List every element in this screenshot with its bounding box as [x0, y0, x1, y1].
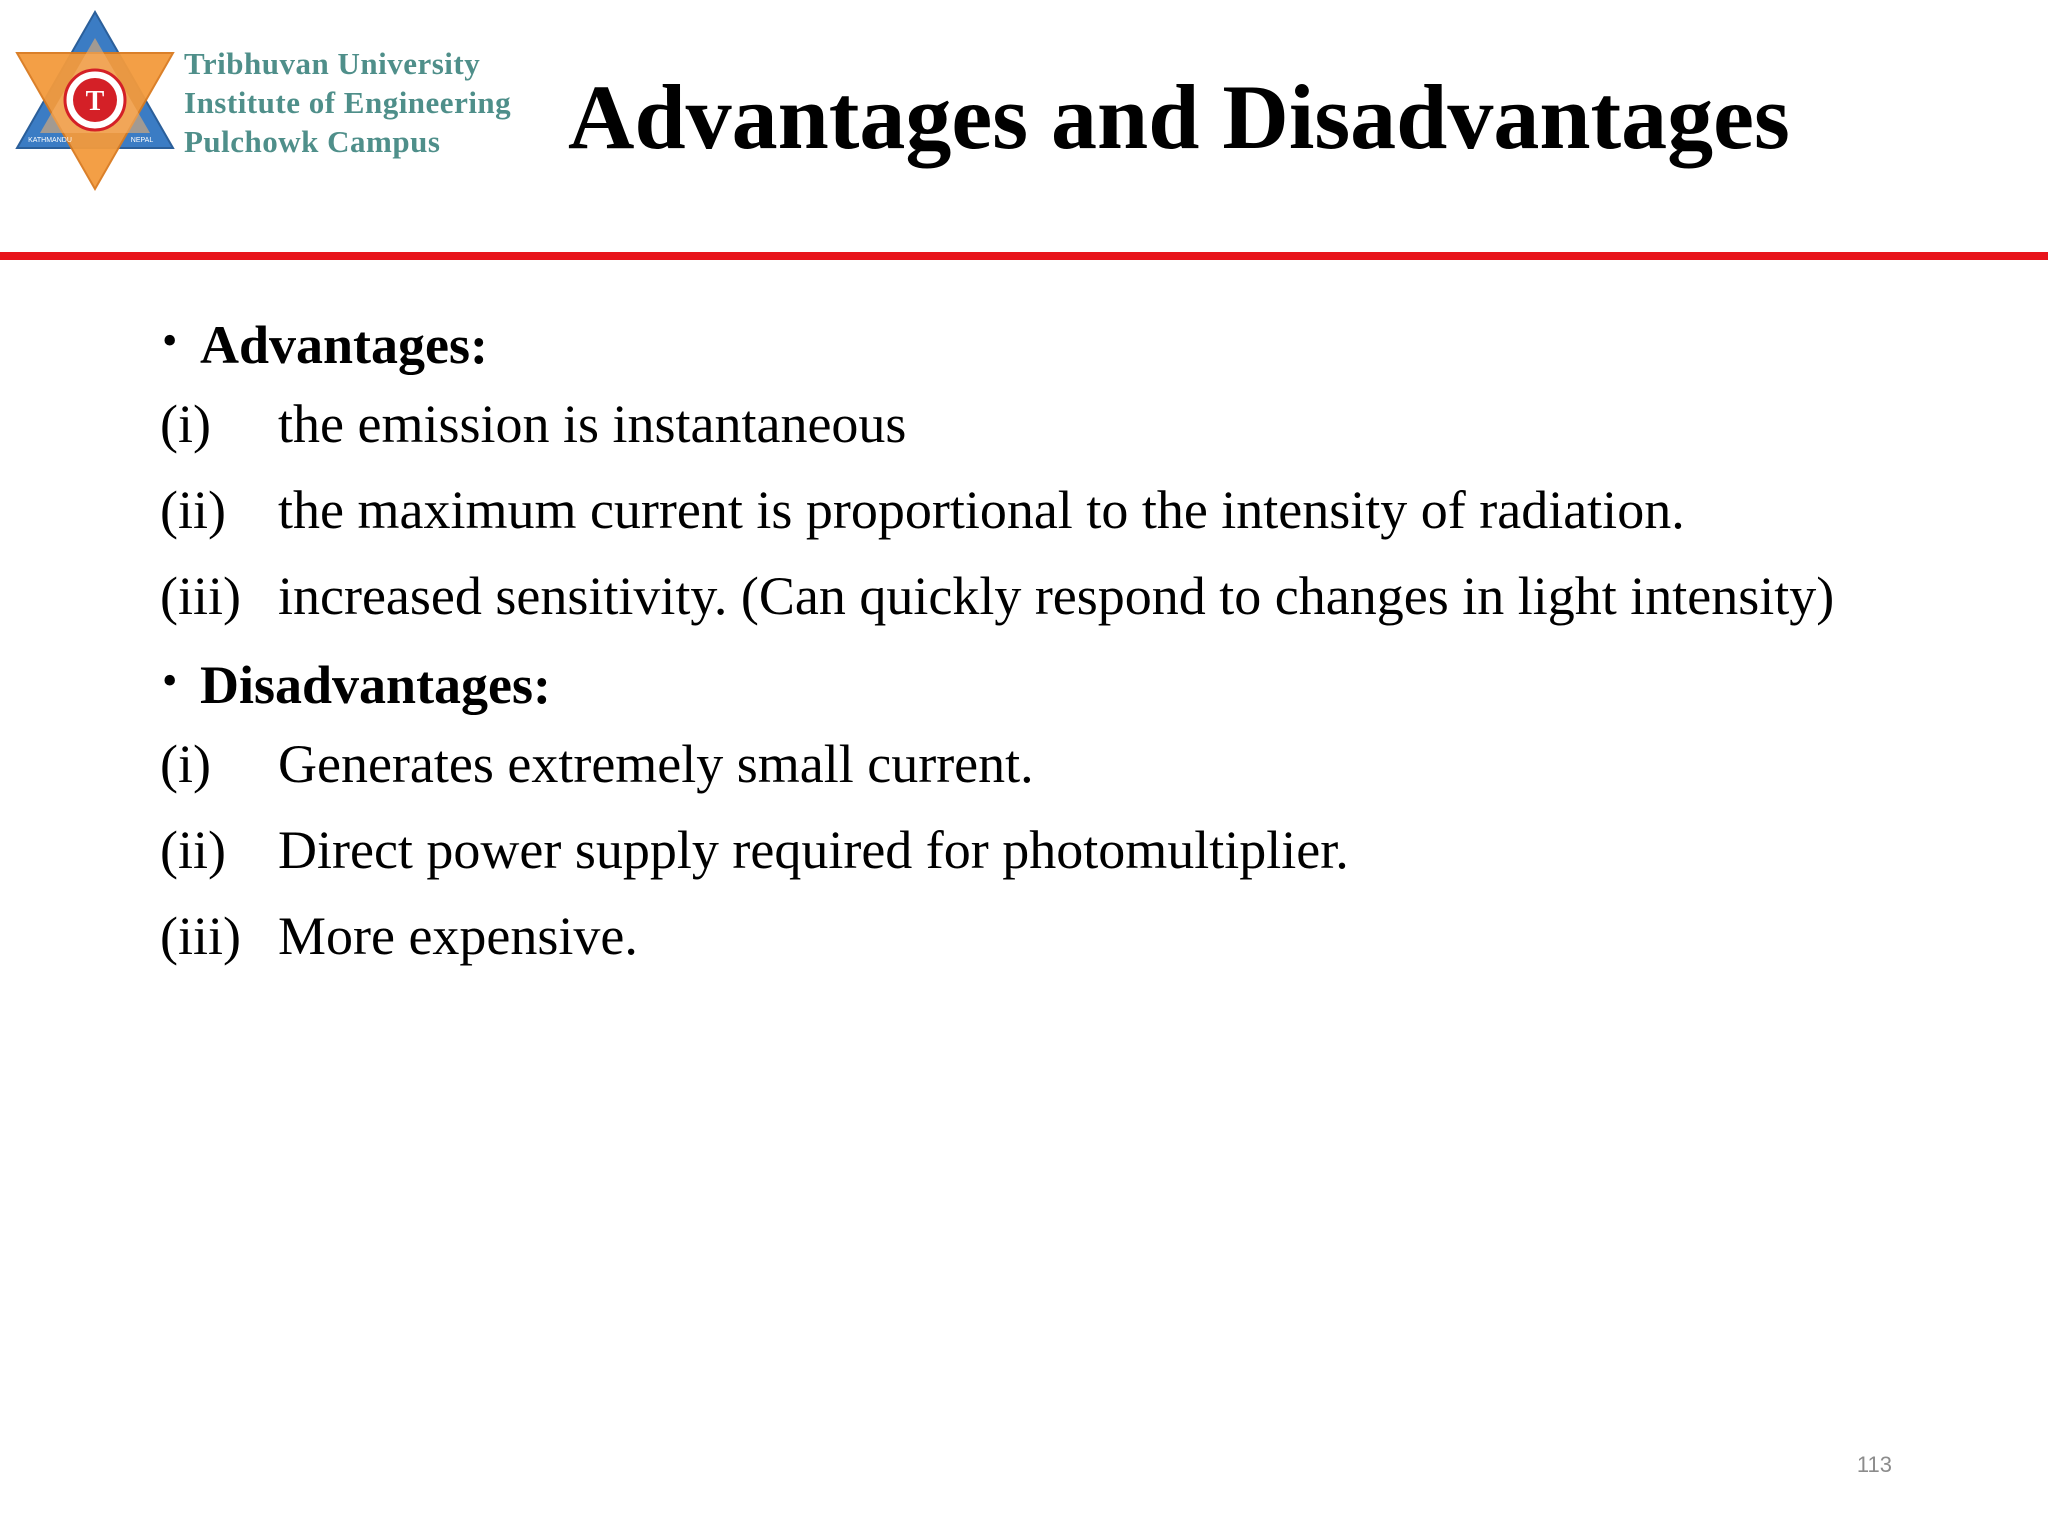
- slide-title: Advantages and Disadvantages: [568, 66, 1790, 168]
- institution-name: [184, 44, 604, 161]
- university-emblem-icon: [10, 8, 180, 193]
- advantages-heading-label: Advantages:: [200, 315, 489, 375]
- list-item: [160, 818, 1888, 882]
- item-number: (ii): [160, 820, 226, 880]
- item-text: More expensive.: [278, 906, 638, 966]
- list-item: [160, 564, 1888, 628]
- item-number: (iii): [160, 566, 241, 626]
- item-text: the maximum current is proportional to the intensity of radiation.: [278, 480, 1685, 540]
- item-number: (ii): [160, 480, 226, 540]
- institution-line-campus: Pulchowk Campus: [184, 124, 441, 159]
- list-item: [160, 732, 1888, 796]
- item-text: Generates extremely small current.: [278, 734, 1034, 794]
- item-text: Direct power supply required for photomultiplier.: [278, 820, 1349, 880]
- slide-content: [160, 300, 1888, 990]
- bullet-icon: •: [162, 316, 178, 365]
- advantages-heading: [160, 310, 1888, 380]
- disadvantages-heading: [160, 650, 1888, 720]
- list-item: [160, 478, 1888, 542]
- list-item: [160, 904, 1888, 968]
- emblem-ring-text-left: KATHMANDU: [28, 137, 72, 144]
- disadvantages-heading-label: Disadvantages:: [200, 655, 552, 715]
- item-number: (i): [160, 734, 211, 794]
- item-number: (iii): [160, 906, 241, 966]
- emblem-ring-text-right: NEPAL: [130, 137, 154, 144]
- page-number: 113: [1856, 1452, 1892, 1477]
- institution-line-university: Tribhuvan University: [184, 46, 481, 81]
- item-text: the emission is instantaneous: [278, 394, 907, 454]
- item-text: increased sensitivity. (Can quickly respond to changes in light intensity): [278, 566, 1835, 626]
- institution-logo-block: [10, 8, 600, 193]
- bullet-icon: •: [162, 656, 178, 705]
- emblem-letter: T: [85, 86, 105, 117]
- institution-line-institute: Institute of Engineering: [184, 85, 512, 120]
- title-divider: [0, 252, 2048, 260]
- item-number: (i): [160, 394, 211, 454]
- list-item: [160, 392, 1888, 456]
